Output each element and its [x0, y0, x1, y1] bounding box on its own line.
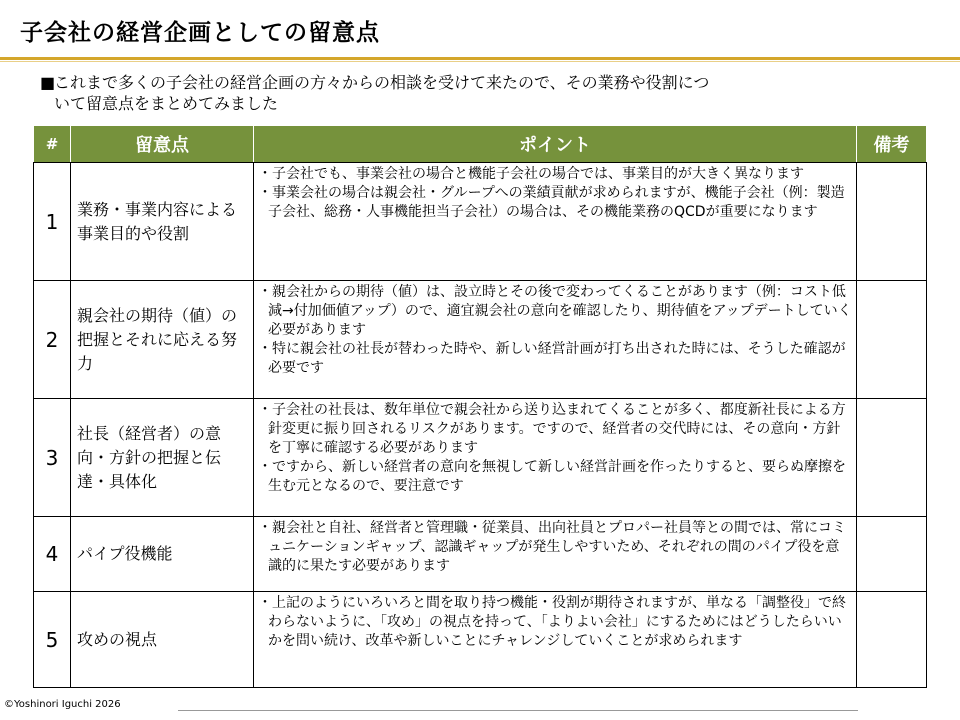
detail-item: ・親会社と自社、経営者と管理職・従業員、出向社員とプロパー社員等との間では、常にコミュニケーションギャップ、認識ギャップが発生しやすいため、それぞれの間のパイプ役を意識的に果たす必要があります — [258, 520, 846, 574]
detail-item: ・親会社からの期待（値）は、設立時とその後で変わってくることがあります（例：コスト低減→付加価値アップ）ので、適宜親会社の意向を確認したり、期待値をアップデートしていく必要があります — [258, 284, 852, 338]
header-point: 留意点 — [71, 126, 254, 163]
row-detail — [254, 163, 857, 281]
detail-item: ・子会社でも、事業会社の場合と機能子会社の場合では、事業目的が大きく異なります — [258, 166, 804, 182]
row-detail — [254, 517, 857, 592]
header-num: # — [34, 126, 71, 163]
row-number: 5 — [34, 592, 71, 688]
footer-divider — [178, 710, 858, 711]
row-note — [857, 281, 927, 399]
row-note — [857, 399, 927, 517]
row-detail — [254, 281, 857, 399]
row-number: 4 — [34, 517, 71, 592]
row-number: 3 — [34, 399, 71, 517]
detail-item: ・特に親会社の社長が替わった時や、新しい経営計画が打ち出された時には、そうした確認が必要です — [258, 341, 846, 376]
row-note — [857, 517, 927, 592]
intro-line-1: これまで多くの子会社の経営企画の方々からの相談を受けて来たので、その業務や役割につ — [54, 73, 710, 92]
square-bullet-icon: ■ — [40, 73, 56, 92]
row-number: 2 — [34, 281, 71, 399]
detail-item: ・子会社の社長は、数年単位で親会社から送り込まれてくることが多く、都度新社長による方針変更に振り回されるリスクがあります。ですので、経営者の交代時には、その意向・方針を丁寧に確認する必要があります — [258, 402, 846, 456]
notes-table — [33, 125, 927, 688]
table-row — [34, 399, 927, 517]
intro-line-2: いて留意点をまとめてみました — [54, 94, 279, 113]
table-row — [34, 163, 927, 281]
row-number: 1 — [34, 163, 71, 281]
detail-item: ・事業会社の場合は親会社・グループへの業績貢献が求められますが、機能子会社（例：製造子会社、総務・人事機能担当子会社）の場合は、その機能業務のQCDが重要になります — [258, 185, 845, 220]
row-detail — [254, 399, 857, 517]
detail-item: ・上記のようにいろいろと間を取り持つ機能・役割が期待されますが、単なる「調整役」で終わらないように、「攻め」の視点を持って、「よりよい会社」にするためにはどうしたらいいかを問い続け、改革や新しいことにチャレンジしていくことが求められます — [258, 595, 846, 649]
intro-text — [40, 72, 920, 114]
row-title: 親会社の期待（値）の把握とそれに応える努力 — [71, 281, 254, 399]
table-header-row — [34, 126, 927, 163]
detail-item: ・ですから、新しい経営者の意向を無視して新しい経営計画を作ったりすると、要らぬ摩擦を生む元となるので、要注意です — [258, 459, 846, 494]
title-underline-thin — [0, 61, 960, 62]
row-title: 攻めの視点 — [71, 592, 254, 688]
header-detail: ポイント — [254, 126, 857, 163]
page-title: 子会社の経営企画としての留意点 — [20, 20, 380, 46]
row-title: パイプ役機能 — [71, 517, 254, 592]
row-title: 社長（経営者）の意向・方針の把握と伝達・具体化 — [71, 399, 254, 517]
copyright: ©Yoshinori Iguchi 2026 — [4, 699, 121, 710]
table-row — [34, 592, 927, 688]
row-detail — [254, 592, 857, 688]
table-row — [34, 281, 927, 399]
row-title: 業務・事業内容による事業目的や役割 — [71, 163, 254, 281]
header-note: 備考 — [857, 126, 927, 163]
title-underline — [0, 57, 960, 60]
row-note — [857, 592, 927, 688]
row-note — [857, 163, 927, 281]
table-row — [34, 517, 927, 592]
